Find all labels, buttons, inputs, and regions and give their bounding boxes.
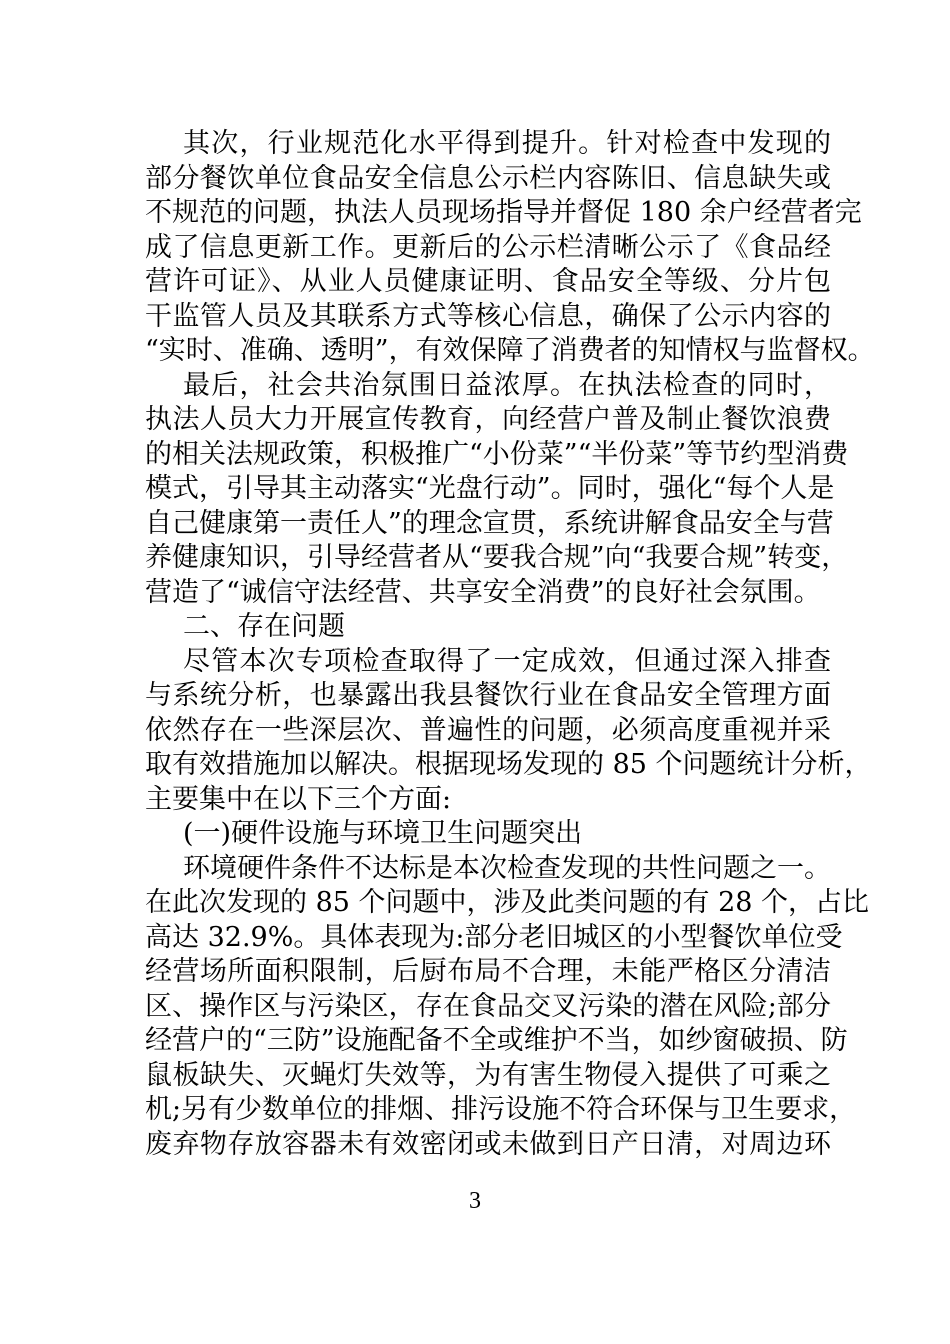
text-line: 干监管人员及其联系方式等核心信息，确保了公示内容的 — [145, 300, 831, 332]
text-line: 的相关法规政策，积极推广“小份菜”“半份菜”等节约型消费 — [145, 438, 849, 470]
text-line: 主要集中在以下三个方面: — [145, 783, 452, 815]
text-line: 执法人员大力开展宣传教育，向经营户普及制止餐饮浪费 — [145, 404, 831, 435]
text-line: 机;另有少数单位的排烟、排污设施不符合环保与卫生要求， — [145, 1094, 857, 1125]
text-line: 其次，行业规范化水平得到提升。针对检查中发现的 — [183, 128, 831, 159]
text-line: “实时、准确、透明”，有效保障了消费者的知情权与监督权。 — [145, 335, 875, 366]
text-line: 不规范的问题，执法人员现场指导并督促 180 余户经营者完 — [145, 197, 862, 228]
text-line: (一)硬件设施与环境卫生问题突出 — [183, 818, 583, 849]
text-line: 取有效措施加以解决。根据现场发现的 85 个问题统计分析， — [145, 749, 872, 780]
text-line: 最后，社会共治氛围日益浓厚。在执法检查的同时， — [183, 369, 831, 401]
text-line: 部分餐饮单位食品安全信息公示栏内容陈旧、信息缺失或 — [145, 162, 831, 194]
text-line: 依然存在一些深层次、普遍性的问题，必须高度重视并采 — [145, 714, 831, 746]
text-line: 高达 32.9%。具体表现为:部分老旧城区的小型餐饮单位受 — [145, 921, 843, 953]
text-line: 在此次发现的 85 个问题中，涉及此类问题的有 28 个，占比 — [145, 887, 870, 918]
text-line: 二、存在问题 — [183, 611, 345, 642]
page-number: 3 — [469, 1188, 481, 1214]
text-line: 废弃物存放容器未有效密闭或未做到日产日清，对周边环 — [145, 1128, 831, 1160]
text-line: 与系统分析，也暴露出我县餐饮行业在食品安全管理方面 — [145, 680, 831, 711]
text-line: 经营场所面积限制，后厨布局不合理，未能严格区分清洁 — [145, 956, 831, 987]
text-line: 成了信息更新工作。更新后的公示栏清晰公示了《食品经 — [145, 231, 831, 263]
document-body — [145, 127, 875, 1162]
text-line: 营许可证》、从业人员健康证明、食品安全等级、分片包 — [145, 266, 831, 297]
text-line: 尽管本次专项检查取得了一定成效，但通过深入排查 — [183, 645, 831, 677]
paragraph — [145, 852, 870, 1163]
text-line: 区、操作区与污染区，存在食品交叉污染的潜在风险;部分 — [145, 990, 831, 1022]
text-line: 模式，引导其主动落实“光盘行动”。同时，强化“每个人是 — [145, 473, 835, 504]
paragraph — [145, 645, 872, 818]
section-heading — [145, 817, 831, 852]
paragraph — [145, 369, 849, 611]
section-heading — [145, 610, 831, 645]
text-line: 环境硬件条件不达标是本次检查发现的共性问题之一。 — [183, 852, 831, 884]
paragraph — [145, 127, 875, 369]
text-line: 养健康知识，引导经营者从“要我合规”向“我要合规”转变， — [145, 542, 849, 573]
text-line: 经营户的“三防”设施配备不全或维护不当，如纱窗破损、防 — [145, 1025, 848, 1056]
text-line: 鼠板缺失、灭蝇灯失效等，为有害生物侵入提供了可乘之 — [145, 1059, 831, 1091]
text-line: 自己健康第一责任人”的理念宣贯，系统讲解食品安全与营 — [145, 507, 834, 539]
text-line: 营造了“诚信守法经营、共享安全消费”的良好社会氛围。 — [145, 576, 821, 608]
